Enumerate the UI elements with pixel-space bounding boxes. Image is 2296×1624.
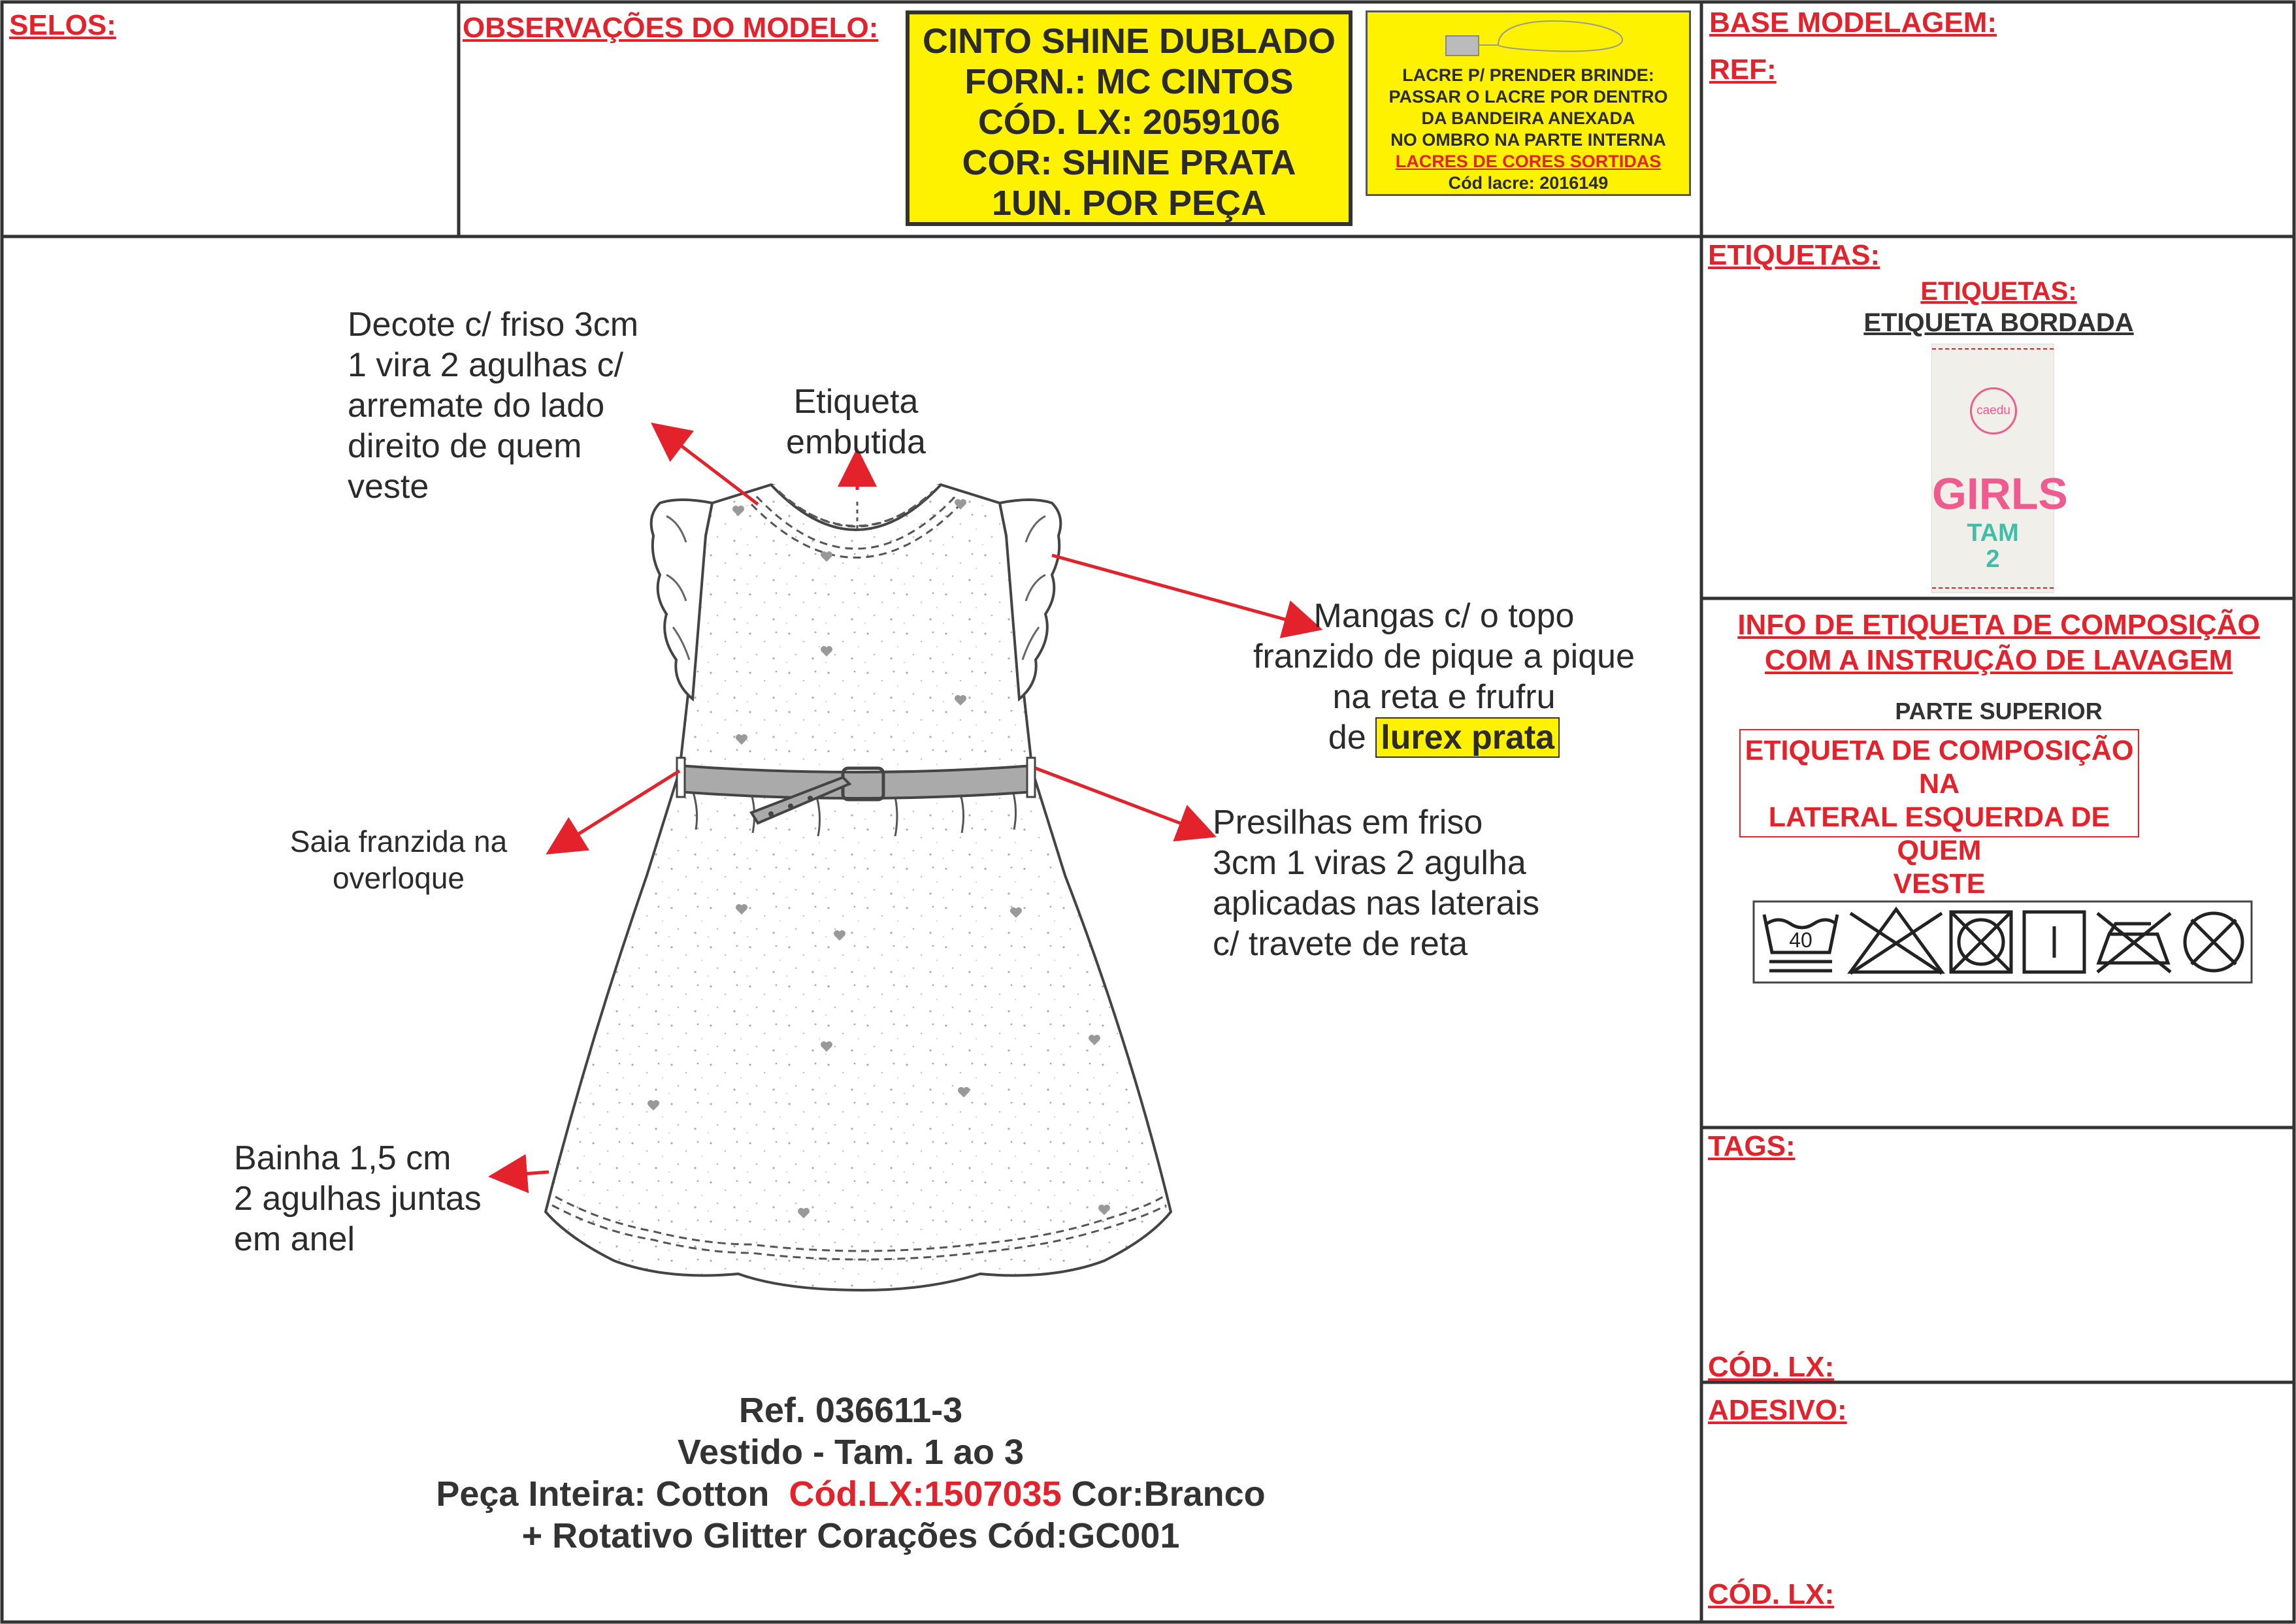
label-size: 2: [1986, 545, 2000, 573]
caedu-logo: caedu: [1970, 387, 2017, 434]
note-bainha: Bainha 1,5 cm 2 agulhas juntas em anel: [234, 1139, 482, 1258]
lacre-code: Cód lacre: 2016149: [1448, 173, 1609, 193]
note-presilhas: Presilhas em friso 3cm 1 viras 2 agulha aplicadas nas laterais c/ travete de reta: [1213, 804, 1540, 963]
belt-line: CINTO SHINE DUBLADO: [922, 22, 1336, 61]
adesivo-header: ADESIVO:: [1708, 1394, 1847, 1426]
caption-rotativo: + Rotativo Glitter Corações Cód:GC001: [521, 1516, 1180, 1555]
lacre-line: NO OMBRO NA PARTE INTERNA: [1390, 130, 1666, 150]
note-mangas: Mangas c/ o topo franzido de pique a pique na reta e frufru de lurex prata: [1253, 597, 1635, 756]
caption-cod: Cód.LX:1507035: [789, 1474, 1062, 1514]
wash-temp: 40: [1789, 928, 1812, 952]
info-composicao-title: INFO DE ETIQUETA DE COMPOSIÇÃO COM A INSTRUÇÃO DE LAVAGEM: [1737, 609, 2260, 676]
woven-label: [1931, 344, 2068, 593]
composicao-box: ETIQUETA DE COMPOSIÇÃO NA LATERAL ESQUERDA DE QUEM VESTE: [1739, 729, 2139, 837]
lacre-line: PASSAR O LACRE POR DENTRO: [1388, 87, 1668, 106]
selos-header: SELOS:: [9, 9, 116, 41]
note-saia: Saia franzida na overloque: [289, 824, 508, 895]
caption-peca: Peça Inteira: Cotton Cód.LX:1507035 Cor:Branco: [436, 1474, 1266, 1514]
label-tam: TAM: [1967, 519, 2019, 547]
lacre-line-red: LACRES DE CORES SORTIDAS: [1395, 152, 1662, 171]
caption-ref: Ref. 036611-3: [738, 1391, 963, 1430]
base-modelagem-header: BASE MODELAGEM:: [1709, 7, 1997, 39]
belt-line: CÓD. LX: 2059106: [977, 103, 1281, 142]
care-symbols: [1752, 900, 2253, 984]
lacre-line: DA BANDEIRA ANEXADA: [1421, 108, 1635, 128]
caption-product: Vestido - Tam. 1 ao 3: [677, 1433, 1025, 1472]
label-girls: GIRLS: [1932, 469, 2068, 519]
observacoes-header: OBSERVAÇÕES DO MODELO:: [463, 12, 879, 44]
etiquetas-subheader: ETIQUETAS:: [1920, 277, 2077, 306]
note-decote: Decote c/ friso 3cm 1 vira 2 agulhas c/ arremate do lado direito de quem veste: [348, 306, 639, 506]
belt-line: 1UN. POR PEÇA: [991, 184, 1267, 223]
etiqueta-bordada-title: ETIQUETA BORDADA: [1863, 308, 2134, 337]
tags-cod-lx: CÓD. LX:: [1708, 1351, 1835, 1383]
belt-line: FORN.: MC CINTOS: [964, 62, 1294, 101]
ref-header: REF:: [1709, 54, 1777, 86]
tags-header: TAGS:: [1708, 1130, 1796, 1162]
note-etiqueta: Etiqueta embutida: [786, 383, 926, 461]
lurex-highlight: lurex prata: [1375, 717, 1560, 758]
lacre-line: LACRE P/ PRENDER BRINDE:: [1402, 65, 1654, 85]
parte-superior: PARTE SUPERIOR: [1895, 698, 2103, 724]
etiquetas-header: ETIQUETAS:: [1708, 239, 1880, 271]
no-tumble-dry-icon: [1951, 912, 2011, 972]
adesivo-cod-lx: CÓD. LX:: [1708, 1578, 1835, 1610]
belt-line: COR: SHINE PRATA: [962, 143, 1296, 182]
